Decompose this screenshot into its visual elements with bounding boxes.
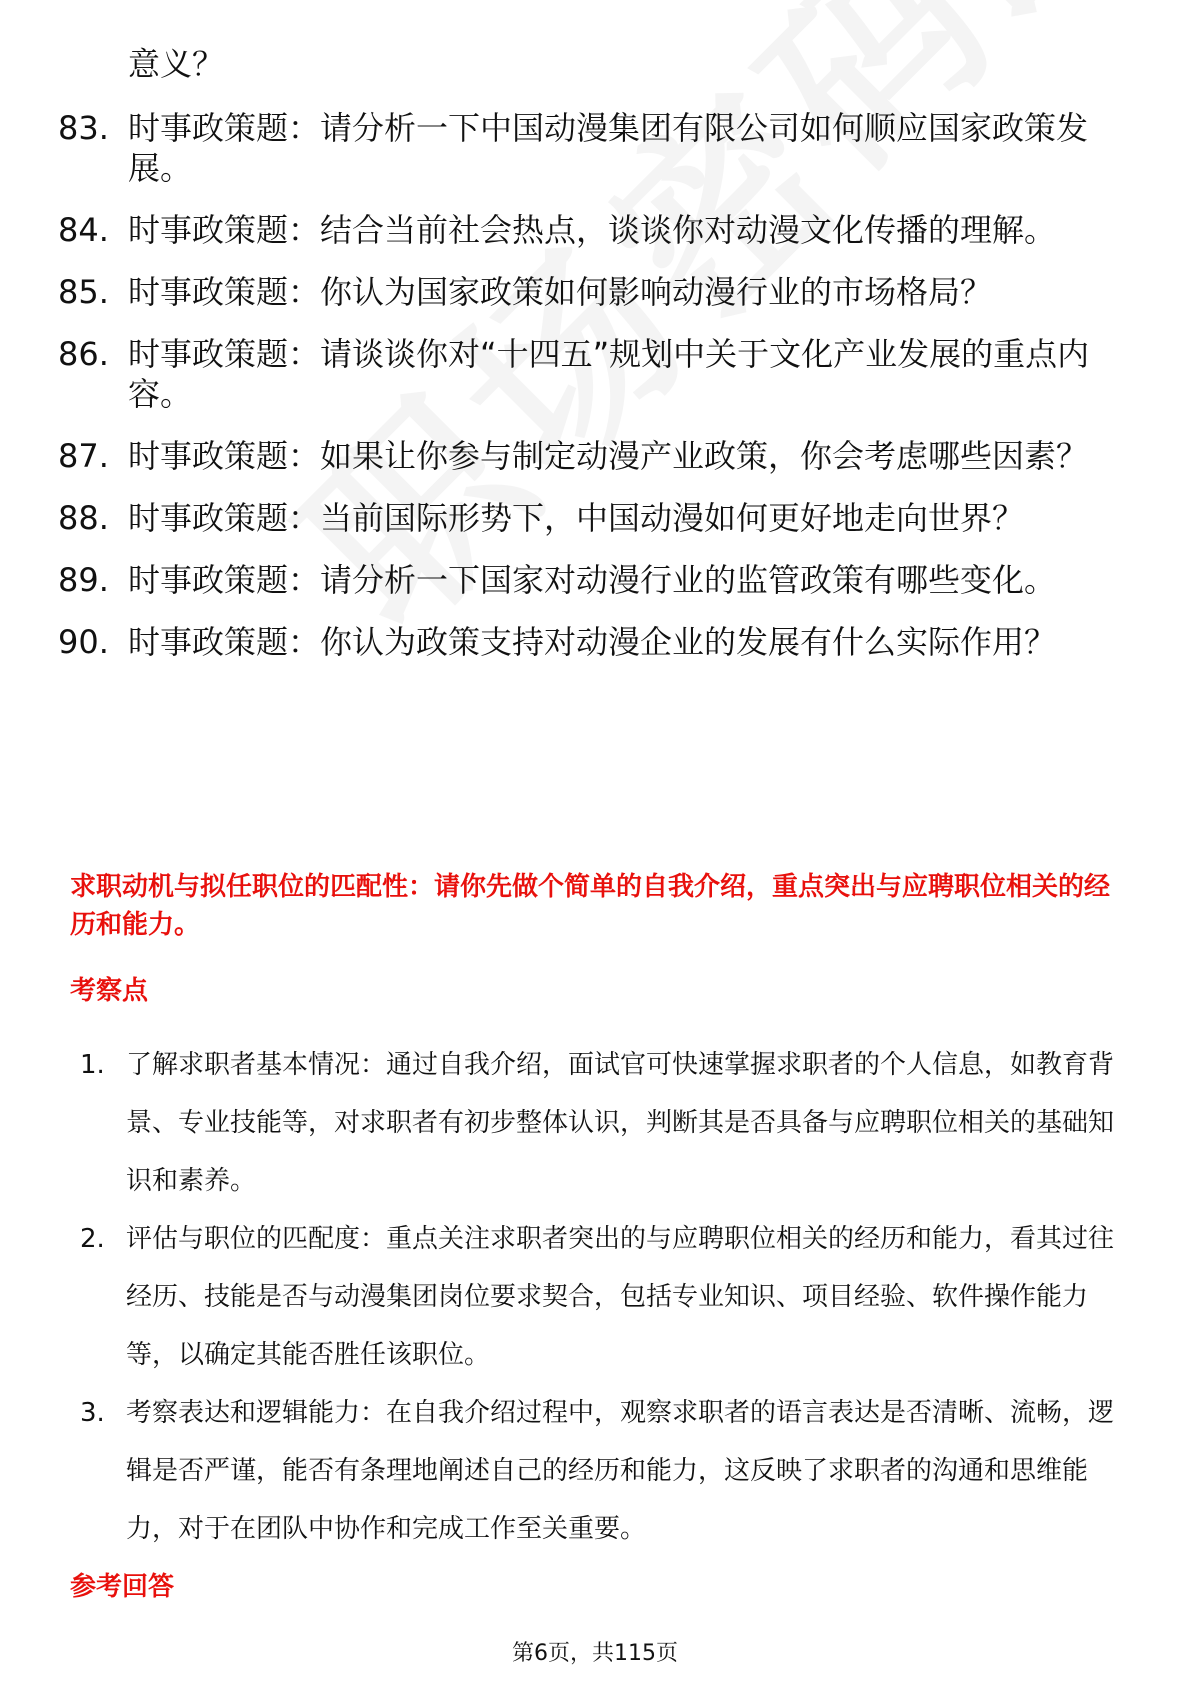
- question-number: 86.: [58, 335, 109, 373]
- section-heading: 求职动机与拟任职位的匹配性：请你先做个简单的自我介绍，重点突出与应聘职位相关的经历和能力。: [70, 872, 1111, 940]
- question-text: 时事政策题：请分析一下国家对动漫行业的监管政策有哪些变化。: [128, 561, 1057, 599]
- page-footer: 第6页，共115页: [512, 1641, 678, 1666]
- question-text: 时事政策题：请分析一下中国动漫集团有限公司如何顺应国家政策发展。: [128, 109, 1089, 187]
- point-item: [80, 1210, 1120, 1384]
- question-number: 83.: [58, 109, 109, 147]
- question-list: [58, 44, 1118, 684]
- question-item: [58, 622, 1118, 662]
- question-continuation: 意义？: [128, 45, 225, 83]
- points-title: 考察点: [70, 976, 149, 1006]
- question-text: 时事政策题：结合当前社会热点，谈谈你对动漫文化传播的理解。: [128, 211, 1057, 249]
- question-item: [58, 498, 1118, 538]
- question-number: 87.: [58, 437, 109, 475]
- question-item: [58, 436, 1118, 476]
- question-text: 时事政策题：如果让你参与制定动漫产业政策，你会考虑哪些因素？: [128, 437, 1089, 475]
- point-item: [80, 1384, 1120, 1558]
- question-number: 84.: [58, 211, 109, 249]
- question-text: 时事政策题：你认为政策支持对动漫企业的发展有什么实际作用？: [128, 623, 1057, 661]
- question-text: 时事政策题：当前国际形势下，中国动漫如何更好地走向世界？: [128, 499, 1025, 537]
- question-text: 时事政策题：请谈谈你对“十四五”规划中关于文化产业发展的重点内容。: [128, 335, 1090, 413]
- point-number: 1.: [80, 1050, 105, 1080]
- question-number: 85.: [58, 273, 109, 311]
- point-text: 评估与职位的匹配度：重点关注求职者突出的与应聘职位相关的经历和能力，看其过往经历、技能是否与动漫集团岗位要求契合，包括专业知识、项目经验、软件操作能力等，以确定其能否胜任该职位。: [126, 1224, 1115, 1370]
- point-number: 3.: [80, 1398, 105, 1428]
- answer-title: 参考回答: [70, 1572, 175, 1602]
- point-text: 了解求职者基本情况：通过自我介绍，面试官可快速掌握求职者的个人信息，如教育背景、专业技能等，对求职者有初步整体认识，判断其是否具备与应聘职位相关的基础知识和素养。: [126, 1050, 1115, 1196]
- question-number: 89.: [58, 561, 109, 599]
- question-item: [58, 272, 1118, 312]
- points-list: [80, 1036, 1120, 1558]
- point-item: [80, 1036, 1120, 1210]
- point-text: 考察表达和逻辑能力：在自我介绍过程中，观察求职者的语言表达是否清晰、流畅，逻辑是否严谨，能否有条理地阐述自己的经历和能力，这反映了求职者的沟通和思维能力，对于在团队中协作和完成工作至关重要。: [126, 1398, 1115, 1544]
- question-item: [58, 210, 1118, 250]
- question-number: 88.: [58, 499, 109, 537]
- question-text: 时事政策题：你认为国家政策如何影响动漫行业的市场格局？: [128, 273, 993, 311]
- question-number: 90.: [58, 623, 109, 661]
- point-number: 2.: [80, 1224, 105, 1254]
- question-item: [58, 560, 1118, 600]
- question-item: [58, 334, 1118, 414]
- question-item: [58, 108, 1118, 188]
